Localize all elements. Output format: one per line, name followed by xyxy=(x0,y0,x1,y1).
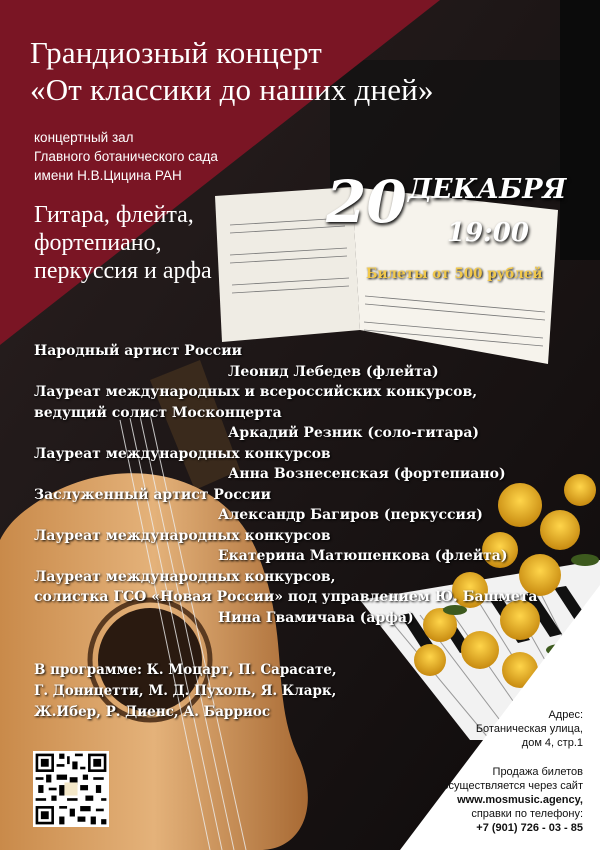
performer-name: Екатерина Матюшенкова (флейта) xyxy=(218,548,508,564)
program-line-1: В программе: К. Моцарт, П. Сарасате, xyxy=(34,662,337,678)
address-block xyxy=(363,708,583,750)
performer-title: Лауреат международных конкурсов xyxy=(34,527,331,544)
performer-name: Нина Гвамичава (арфа) xyxy=(218,609,414,626)
performer-title: Народный артист России xyxy=(34,343,242,359)
address-label: Адрес: xyxy=(548,709,583,721)
phone-label: справки по телефону: xyxy=(471,808,583,820)
title-line-1: Грандиозный концерт xyxy=(30,35,323,70)
performer-title: Лауреат международных конкурсов xyxy=(34,445,331,462)
address-line-2: дом 4, стр.1 xyxy=(521,737,583,749)
date-day: 20 xyxy=(326,168,407,236)
performer-title: солистка ГСО «Новая России» под управлением Ю. Башмета xyxy=(34,589,538,605)
performer-name: Леонид Лебедев (флейта) xyxy=(228,363,439,380)
program-line-2: Г. Доницетти, М. Д. Пухоль, Я. Кларк, xyxy=(34,683,337,699)
venue-line-2: Главного ботанического сада xyxy=(34,149,218,164)
venue xyxy=(34,128,264,185)
date-time: 19:00 xyxy=(447,218,529,248)
sales-line-1: Продажа билетов xyxy=(492,766,583,778)
instruments-line-2: фортепиано, xyxy=(34,230,162,256)
performer-name: Аркадий Резник (соло-гитара) xyxy=(228,425,480,441)
venue-line-1: концертный зал xyxy=(34,130,134,145)
instruments xyxy=(34,201,274,285)
concert-title xyxy=(30,34,470,108)
qr-code[interactable] xyxy=(33,751,109,827)
performer-title: Лауреат международных конкурсов, xyxy=(34,568,336,585)
performer-title: Лауреат международных и всероссийских конкурсов, xyxy=(34,384,478,400)
program xyxy=(34,660,354,723)
address-line-1: Ботаническая улица, xyxy=(475,723,583,735)
date-month: ДЕКАБРЯ xyxy=(408,174,567,205)
performer-name: Анна Вознесенская (фортепиано) xyxy=(228,466,506,482)
performer-title: Заслуженный артист России xyxy=(34,486,272,503)
website-link[interactable]: www.mosmusic.agency, xyxy=(457,794,583,806)
ticket-price: Билеты от 500 рублей xyxy=(366,266,543,282)
instruments-line-1: Гитара, флейта, xyxy=(34,202,194,228)
performer-name: Александр Багиров (перкуссия) xyxy=(218,507,483,523)
ticket-sales-block xyxy=(363,765,583,835)
title-line-2: «От классики до наших дней» xyxy=(30,72,434,107)
phone-number[interactable]: +7 (901) 726 - 03 - 85 xyxy=(476,822,583,834)
program-line-3: Ж.Ибер, Р. Диенс, А. Барриос xyxy=(34,704,271,720)
instruments-line-3: перкуссия и арфа xyxy=(34,258,212,284)
venue-line-3: имени Н.В.Цицина РАН xyxy=(34,168,182,183)
sales-line-2: осуществляется через сайт xyxy=(442,780,583,792)
performer-title: ведущий солист Москонцерта xyxy=(34,404,282,421)
